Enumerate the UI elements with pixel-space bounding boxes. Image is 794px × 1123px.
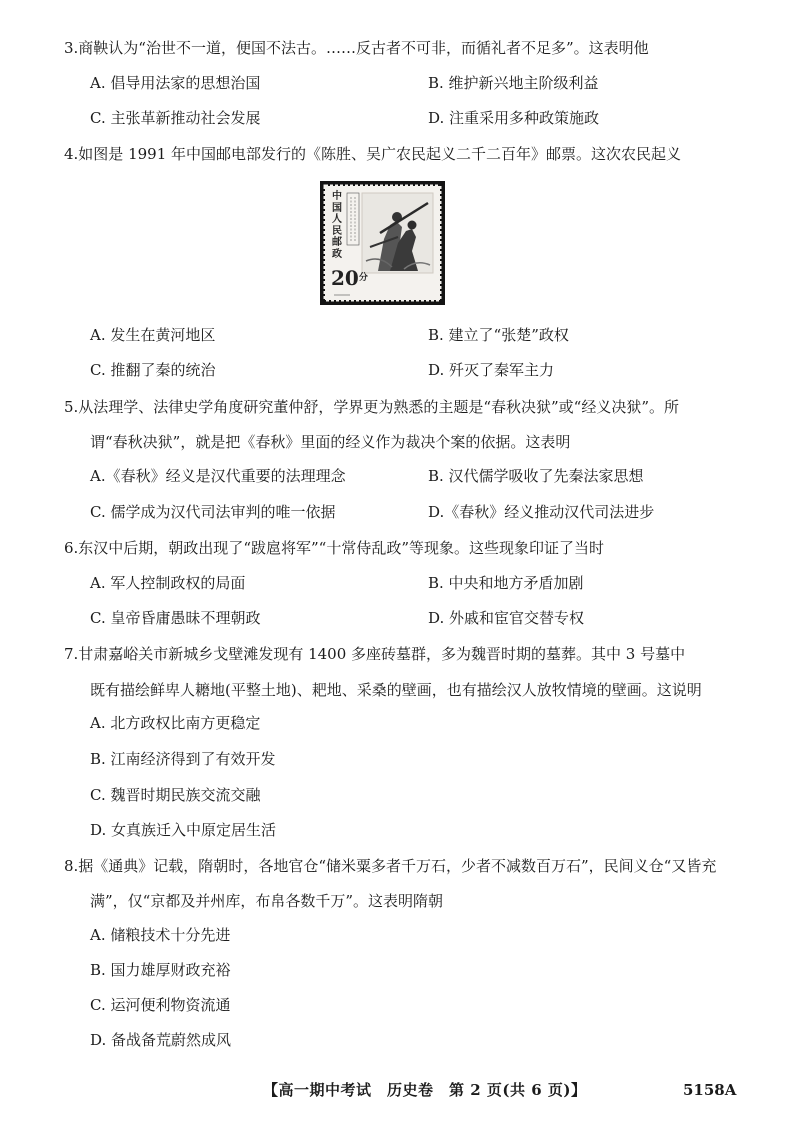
question-6-stem: 6.东汉中后期，朝政出现了“跋扈将军”“十常侍乱政”等现象。这些现象印证了当时 bbox=[64, 539, 604, 557]
question-8-option-b: B. 国力雄厚财政充裕 bbox=[90, 961, 231, 979]
question-7-stem-line-1: 7.甘肃嘉峪关市新城乡戈壁滩发现有 1400 多座砖墓群，多为魏晋时期的墓葬。其中 3 号墓中 bbox=[64, 645, 686, 663]
question-7-option-a: A. 北方政权比南方更稳定 bbox=[90, 714, 261, 732]
question-3-stem: 3.商鞅认为“治世不一道，便国不法古。……反古者不可非，而循礼者不足多”。这表明他 bbox=[64, 39, 649, 57]
question-4-stem: 4.如图是 1991 年中国邮电部发行的《陈胜、吴广农民起义二千二百年》邮票。这次农民起义 bbox=[64, 145, 682, 163]
question-7-option-d: D. 女真族迁入中原定居生活 bbox=[90, 821, 277, 839]
question-8-option-d: D. 备战备荒蔚然成风 bbox=[90, 1031, 232, 1049]
question-3-option-c: C. 主张革新推动社会发展 bbox=[90, 109, 261, 127]
footer-page-info: 【高一期中考试 历史卷 第 2 页(共 6 页)】 bbox=[263, 1081, 587, 1099]
question-8-option-a: A. 储粮技术十分先进 bbox=[90, 926, 231, 944]
question-4-option-d: D. 歼灭了秦军主力 bbox=[428, 361, 555, 379]
question-5-stem-line-1: 5.从法理学、法律史学角度研究董仲舒，学界更为熟悉的主题是“春秋决狱”或“经义决狱”。所 bbox=[64, 398, 679, 416]
question-7-stem-line-2: 既有描绘鲜卑人耱地(平整土地)、耙地、采桑的壁画，也有描绘汉人放牧情境的壁画。这说明 bbox=[90, 681, 702, 699]
question-5-option-c: C. 儒学成为汉代司法审判的唯一依据 bbox=[90, 503, 336, 521]
question-8-stem-line-2: 满”，仅“京都及并州库，布帛各数千万”。这表明隋朝 bbox=[90, 892, 444, 910]
stamp-unit: 分 bbox=[358, 273, 368, 283]
question-6-option-d: D. 外戚和宦官交替专权 bbox=[428, 609, 585, 627]
question-8-stem-line-1: 8.据《通典》记载，隋朝时，各地官仓“储米粟多者千万石，少者不减数百万石”，民间义仓“又皆充 bbox=[64, 857, 717, 875]
stamp-issuer-text: 中国人民邮政 bbox=[332, 191, 342, 260]
question-7-option-c: C. 魏晋时期民族交流交融 bbox=[90, 786, 261, 804]
question-5-stem-line-2: 谓“春秋决狱”，就是把《春秋》里面的经义作为裁决个案的依据。这表明 bbox=[90, 433, 571, 451]
question-6-option-a: A. 军人控制政权的局面 bbox=[90, 574, 246, 592]
footer-exam-code: 5158A bbox=[683, 1081, 737, 1099]
question-3-option-a: A. 倡导用法家的思想治国 bbox=[90, 74, 261, 92]
question-4-option-a: A. 发生在黄河地区 bbox=[90, 326, 216, 344]
question-8-option-c: C. 运河便利物资流通 bbox=[90, 996, 231, 1014]
stamp-image bbox=[320, 181, 445, 305]
stamp-denomination bbox=[331, 267, 368, 289]
question-6-option-c: C. 皇帝昏庸愚昧不理朝政 bbox=[90, 609, 261, 627]
question-3-option-d: D. 注重采用多种政策施政 bbox=[428, 109, 600, 127]
question-6-option-b: B. 中央和地方矛盾加剧 bbox=[428, 574, 584, 592]
question-3-option-b: B. 维护新兴地主阶级利益 bbox=[428, 74, 599, 92]
question-5-option-b: B. 汉代儒学吸收了先秦法家思想 bbox=[428, 467, 644, 485]
question-4-option-c: C. 推翻了秦的统治 bbox=[90, 361, 216, 379]
stamp-value: 20 bbox=[331, 266, 359, 290]
question-5-option-a: A.《春秋》经义是汉代重要的法理理念 bbox=[90, 467, 346, 485]
question-4-option-b: B. 建立了“张楚”政权 bbox=[428, 326, 569, 344]
question-7-option-b: B. 江南经济得到了有效开发 bbox=[90, 750, 276, 768]
question-5-option-d: D.《春秋》经义推动汉代司法进步 bbox=[428, 503, 655, 521]
